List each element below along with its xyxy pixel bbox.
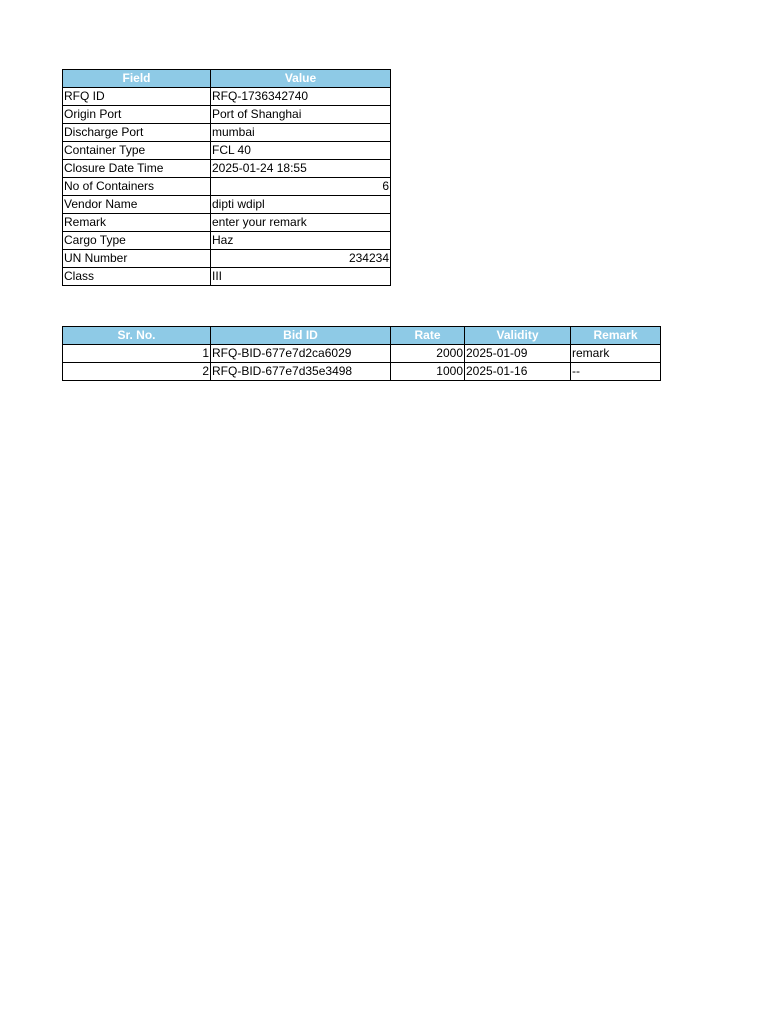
bid-id-cell: RFQ-BID-677e7d35e3498 — [211, 363, 391, 381]
header-bid-id: Bid ID — [211, 327, 391, 345]
field-value: 234234 — [211, 250, 391, 268]
field-value: 6 — [211, 178, 391, 196]
remark-cell: remark — [571, 345, 661, 363]
table-row — [63, 345, 661, 363]
header-value: Value — [211, 70, 391, 88]
table-row — [63, 250, 391, 268]
field-label: Vendor Name — [63, 196, 211, 214]
field-value: enter your remark — [211, 214, 391, 232]
bids-table — [62, 326, 661, 381]
rate-cell: 1000 — [391, 363, 465, 381]
header-remark: Remark — [571, 327, 661, 345]
field-label: No of Containers — [63, 178, 211, 196]
table-row — [63, 106, 391, 124]
table-row — [63, 142, 391, 160]
table-row — [63, 160, 391, 178]
header-sr-no: Sr. No. — [63, 327, 211, 345]
table-row — [63, 363, 661, 381]
header-rate: Rate — [391, 327, 465, 345]
field-label: UN Number — [63, 250, 211, 268]
validity-cell: 2025-01-09 — [465, 345, 571, 363]
field-label: Remark — [63, 214, 211, 232]
field-label: Cargo Type — [63, 232, 211, 250]
field-value: RFQ-1736342740 — [211, 88, 391, 106]
table-row — [63, 178, 391, 196]
field-label: RFQ ID — [63, 88, 211, 106]
table-row — [63, 268, 391, 286]
field-label: Closure Date Time — [63, 160, 211, 178]
rfq-details-table — [62, 69, 391, 286]
field-value: mumbai — [211, 124, 391, 142]
sr-no-cell: 1 — [63, 345, 211, 363]
sr-no-cell: 2 — [63, 363, 211, 381]
remark-cell: -- — [571, 363, 661, 381]
field-label: Origin Port — [63, 106, 211, 124]
field-value: Port of Shanghai — [211, 106, 391, 124]
field-value: 2025-01-24 18:55 — [211, 160, 391, 178]
header-row — [63, 70, 391, 88]
rate-cell: 2000 — [391, 345, 465, 363]
table-row — [63, 88, 391, 106]
field-value: dipti wdipl — [211, 196, 391, 214]
field-label: Class — [63, 268, 211, 286]
header-field: Field — [63, 70, 211, 88]
header-row — [63, 327, 661, 345]
field-value: FCL 40 — [211, 142, 391, 160]
field-value: III — [211, 268, 391, 286]
table-row — [63, 124, 391, 142]
field-label: Container Type — [63, 142, 211, 160]
validity-cell: 2025-01-16 — [465, 363, 571, 381]
table-row — [63, 196, 391, 214]
table-row — [63, 232, 391, 250]
header-validity: Validity — [465, 327, 571, 345]
table-row — [63, 214, 391, 232]
field-label: Discharge Port — [63, 124, 211, 142]
field-value: Haz — [211, 232, 391, 250]
bid-id-cell: RFQ-BID-677e7d2ca6029 — [211, 345, 391, 363]
